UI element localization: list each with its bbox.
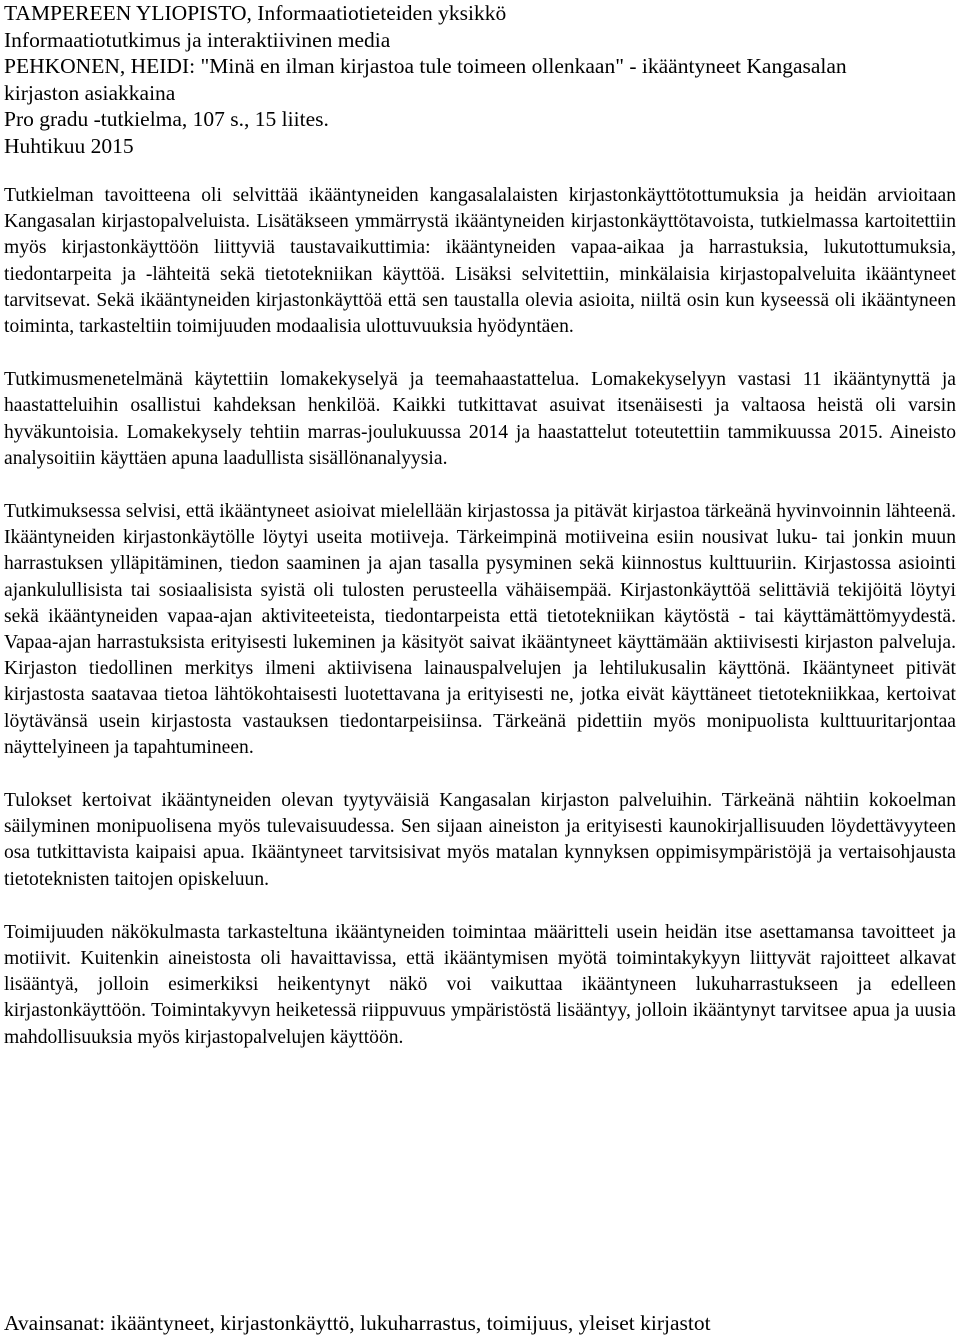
university-unit-line: TAMPEREEN YLIOPISTO, Informaatiotieteiden yksikkö xyxy=(4,1,507,25)
thesis-type-line: Pro gradu -tutkielma, 107 s., 15 liites. xyxy=(4,107,329,132)
abstract-paragraph-agency: Toimijuuden näkökulmasta tarkasteltuna ikääntyneiden toimintaa määritteli usein heidän itse asettamansa tavoitteet ja motiivit. Kuitenkin aineistosta oli havaittavissa, että ikääntymisen myötä toimintakykyyn liittyvät rajoitteet alkavat lisääntyä, jolloin esimerkiksi heikentynyt näkö voi vaikuttaa ikääntyneen lukuharrastukseen ja edelleen kirjastonkäyttöön. Toimintakyvyn heiketessä riippuvuus ympäristöstä lisääntyy, jolloin ikääntynyt tarvitsee apua ja uusia mahdollisuuksia myös kirjastopalvelujen käyttöön. xyxy=(4,921,956,1048)
author-title-line: PEHKONEN, HEIDI: "Minä en ilman kirjastoa tule toimeen ollenkaan" - ikääntyneet Kangasalan xyxy=(4,54,847,79)
abstract-paragraph-results: Tulokset kertoivat ikääntyneiden olevan tyytyväisiä Kangasalan kirjaston palveluihin. Tärkeänä nähtiin kokoelman säilyminen monipuolisena myös tulevaisuudessa. Sen sijaan aineiston ja erityisesti kaunokirjallisuuden löydettävyyteen osa tutkittavista kaipaisi apua. Ikääntyneet tarvitsisivat myös matalan kynnyksen oppimisympäristöjä ja vertaisohjausta tietoteknisten taitojen opiskeluun. xyxy=(4,790,956,890)
date-line: Huhtikuu 2015 xyxy=(4,133,134,158)
thesis-header xyxy=(4,0,956,160)
document-page xyxy=(4,0,956,1337)
abstract-body xyxy=(4,183,956,1078)
title-continuation-line: kirjaston asiakkaina xyxy=(4,80,176,105)
keywords-line: Avainsanat: ikääntyneet, kirjastonkäyttö, lukuharrastus, toimijuus, yleiset kirjastot xyxy=(4,1311,711,1335)
abstract-paragraph-aim: Tutkielman tavoitteena oli selvittää ikääntyneiden kangasalalaisten kirjastonkäyttötottumuksia ja heidän arvioitaan Kangasalan kirjastopalveluista. Lisätäkseen ymmärrystä ikääntyneiden kirjastonkäyttötavoista, tutkielmassa kartoitettiin myös kirjastonkäyttöön liittyviä taustavaikuttimia: ikääntyneiden vapaa-aikaa ja harrastuksia, lukutottumuksia, tiedontarpeita ja -lähteitä sekä tietotekniikan käyttöä. Lisäksi selvitettiin, minkälaisia kirjastopalveluita ikääntyneet tarvitsevat. Sekä ikääntyneiden kirjastonkäyttöä että sen taustalla olevia asioita, niiltä osin kun kyseessä oli ikääntyneen toiminta, tarkasteltiin toimijuuden modaalisia ulottuvuuksia hyödyntäen. xyxy=(4,185,956,338)
abstract-paragraph-findings: Tutkimuksessa selvisi, että ikääntyneet asioivat mielellään kirjastossa ja pitävät kirjastoa tärkeänä hyvinvoinnin lähteenä. Ikääntyneiden kirjastonkäytölle löytyi useita motiiveja. Tärkeimpinä motiiveina esiin nousivat luku- tai jonkin muun harrastuksen ylläpitäminen, tiedon saaminen ja ajan tasalla pysyminen sekä kiinnostus kulttuuriin. Kirjastossa asiointi ajankulullisista tai sosiaalisista syistä oli tulosten perusteella vähäisempää. Kirjastonkäyttöä selittäviä tekijöitä löytyi sekä ikääntyneiden vapaa-ajan aktiviteeteista, tiedontarpeista että tietotekniikan käytöstä - tai käyttämättömyydestä. Vapaa-ajan harrastuksista erityisesti lukeminen ja käsityöt saivat ikääntyneet käyttämään aktiivisesti kirjaston palveluja. Kirjaston tiedollinen merkitys ilmeni aktiivisena lainauspalvelujen ja lehtilukusalin käyttönä. Ikääntyneet pitivät kirjastosta saatavaa tietoa lähtökohtaisesti luotettavana ja erityisesti ne, jotka eivät käyttäneet tietotekniikkaa, kertoivat löytävänsä usein kirjastosta vastauksen tiedontarpeisiinsa. Tärkeänä pidettiin myös monipuolista kulttuuritarjontaa näyttelyineen ja tapahtumineen. xyxy=(4,501,956,758)
degree-programme-line: Informaatiotutkimus ja interaktiivinen media xyxy=(4,27,391,52)
abstract-paragraph-methods: Tutkimusmenetelmänä käytettiin lomakekyselyä ja teemahaastattelua. Lomakekyselyyn vastasi 11 ikääntynyttä ja haastatteluihin osallistui kahdeksan henkilöä. Kaikki tutkittavat asuivat itsenäisesti ja valtaosa heistä oli varsin hyväkuntoisia. Lomakekysely tehtiin marras-joulukuussa 2014 ja haastattelut toteutettiin tammikuussa 2015. Aineisto analysoitiin käyttäen apuna laadullista sisällönanalyysia. xyxy=(4,369,956,469)
